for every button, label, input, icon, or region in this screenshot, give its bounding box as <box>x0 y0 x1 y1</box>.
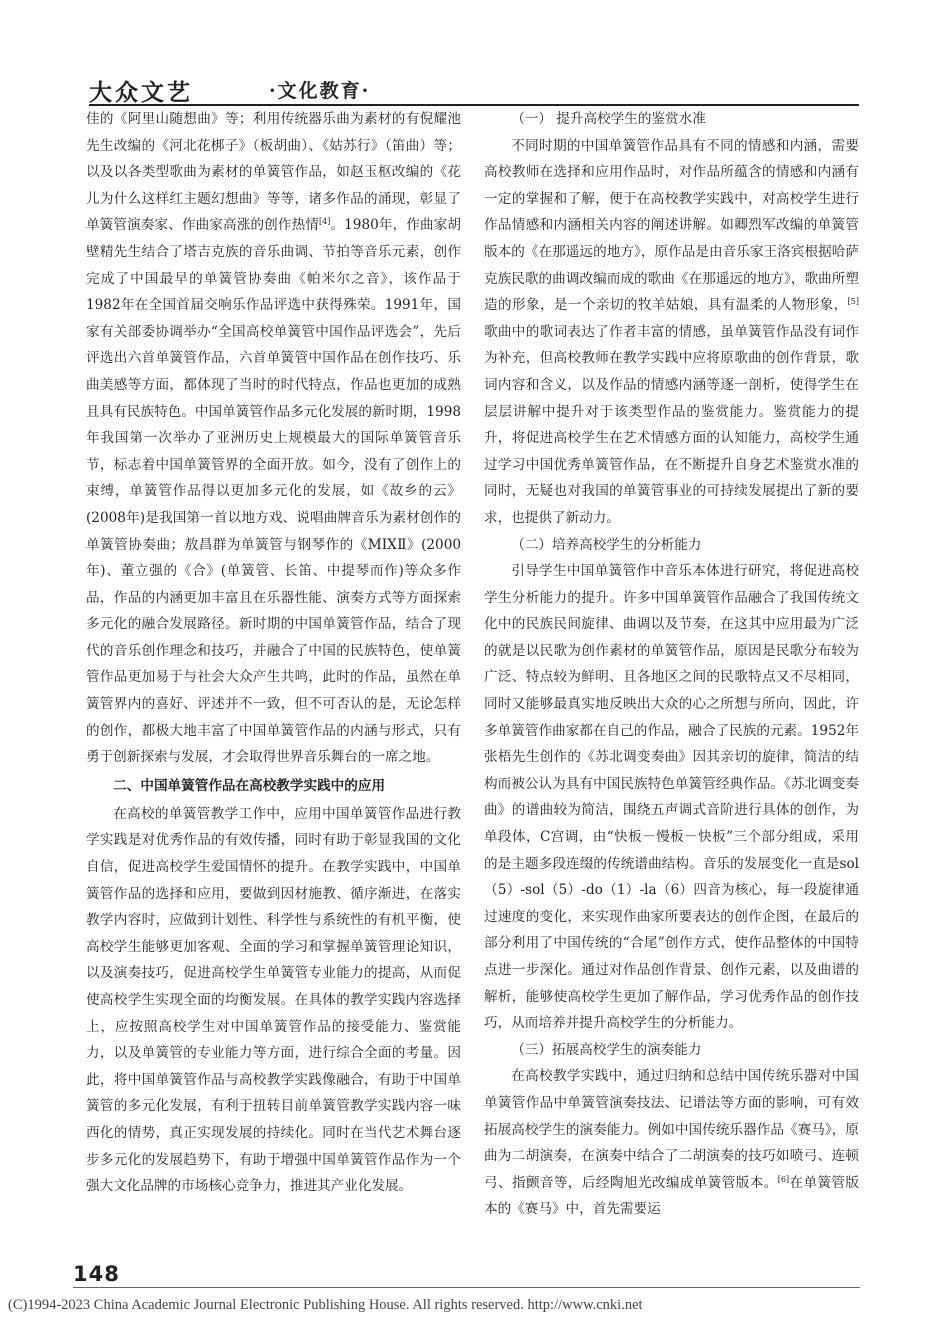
citation-ref: [6] <box>777 1174 790 1184</box>
footer-rule <box>73 1287 860 1288</box>
journal-title: 大众文艺 <box>89 79 193 106</box>
paragraph-text: 不同时期的中国单簧管作品具有不同的情感和内涵，需要高校教师在选择和应用作品时，对作品所蕴含的情感和内涵有一定的掌握和了解，便于在高校教学实践中，对高校学生进行作品情感和内涵相关内容的阐述讲解。如卿烈军改编的单簧管版本的《在那遥远的地方》，原作品是由音乐家王洛宾根据哈萨克族民歌的曲调改编而成的歌曲《在那遥远的地方》，歌曲所塑造的形象，是一个亲切的牧羊姑娘，具有温柔的人物形象， <box>484 137 859 314</box>
subsection-heading: （三）拓展高校学生的演奏能力 <box>511 1041 702 1058</box>
paragraph-text: 佳的《阿里山随想曲》等；利用传统器乐曲为素材的有倪耀池先生改编的《河北花梆子》（板胡曲）、《姑苏行》（笛曲）等；以及以各类型歌曲为素材的单簧管作品，如赵玉枢改编的《花儿为什么这样红主题幻想曲》等等，诸多作品的涌现，彰显了单簧管演奏家、作曲家高涨的创作热情 <box>86 111 461 234</box>
body-paragraph <box>484 133 859 532</box>
page-number: 148 <box>73 1262 120 1286</box>
body-paragraph: 引导学生中国单簧管作中音乐本体进行研究，将促进高校学生分析能力的提升。许多中国单簧管作品融合了我国传统文化中的民族民间旋律、曲调以及节奏，在这其中应用最为广泛的就是以民歌为创作素材的单簧管作品，原因是民歌分布较为广泛、特点较为鲜明、且各地区之间的民歌特点又不尽相同，同时又能够最真实地反映出大众的心之所想与所向，因此，许多单簧管作曲家都在自己的作品，融合了民族的元素。1952年张梧先生创作的《苏北调变奏曲》因其亲切的旋律，简洁的结构而被公认为具有中国民族特色单簧管经典作品。《苏北调变奏曲》的谱曲较为简洁，围绕五声调式音阶进行具体的创作，为单段体，C宫调，由“快板－慢板－快板”三个部分组成，采用的是主题多段连缀的传统谱曲结构。音乐的发展变化一直是sol（5）-sol（5）-do（1）-la（6）四音为核心，每一段旋律通过速度的变化，来实现作曲家所要表达的创作企图，在最后的部分利用了中国传统的“合尾”创作方式，使作品整体的中国特点进一步深化。通过对作品创作背景、创作元素，以及曲谱的解析，能够使高校学生更加了解作品，学习优秀作品的创作技巧，从而培养并提升高校学生的分析能力。 <box>484 563 859 1032</box>
right-column <box>484 106 859 1223</box>
body-paragraph <box>484 1063 859 1223</box>
running-header <box>89 72 859 106</box>
body-paragraph: 在高校的单簧管教学工作中，应用中国单簧管作品进行教学实践是对优秀作品的有效传播，同时有助于彰显我国的文化自信，促进高校学生爱国情怀的提升。在教学实践中，中国单簧管作品的选择和应用，要做到因材施教、循序渐进，在落实教学内容时，应做到计划性、科学性与系统性的有机平衡，使高校学生能够更加客观、全面的学习和掌握单簧管理论知识，以及演奏技巧，促进高校学生单簧管专业能力的提高，从而促使高校学生实现全面的均衡发展。在具体的教学实践内容选择上，应按照高校学生对中国单簧管作品的接受能力、鉴赏能力，以及单簧管的专业能力等方面，进行综合全面的考量。因此，将中国单簧管作品与高校教学实践像融合，有助于中国单簧管的多元化发展，有利于扭转目前单簧管教学实践内容一味西化的情势，真正实现发展的持续化。同时在当代艺术舞台逐步多元化的发展趋势下，有助于增强中国单簧管作品作为一个强大文化品牌的市场核心竞争力，推进其产业化发展。 <box>86 805 461 1195</box>
subsection-heading: （一） 提升高校学生的鉴赏水准 <box>511 111 706 127</box>
paragraph-text: 歌曲中的歌词表达了作者丰富的情感，虽单簧管作品没有词作为补充，但高校教师在教学实践中应将原歌曲的创作背景，歌词内容和含义，以及作品的情感内涵等逐一剖析，使得学生在层层讲解中提升对于该类型作品的鉴赏能力。鉴赏能力的提升，将促进高校学生在艺术情感方面的认知能力，高校学生通过学习中国优秀单簧管作品，在不断提升自身艺术鉴赏水准的同时，无疑也对我国的单簧管事业的可持续发展提出了新的要求，也提供了新动力。 <box>484 323 859 526</box>
left-column <box>86 106 461 1200</box>
paragraph-text: 在高校教学实践中，通过归纳和总结中国传统乐器对中国单簧管作品中单簧管演奏技法、记谱法等方面的影响，可有效拓展高校学生的演奏能力。例如中国传统乐器作品《赛马》，原曲为二胡演奏，在演奏中结合了二胡演奏的技巧如喷弓、连顿弓、指颤音等，后经陶旭光改编成单簧管版本。 <box>484 1068 859 1191</box>
citation-ref: [5] <box>847 297 859 307</box>
subsection-heading: （二）培养高校学生的分析能力 <box>511 536 702 553</box>
body-paragraph <box>86 106 461 771</box>
section-heading: 二、中国单簧管作品在高校教学实践中的应用 <box>113 777 386 794</box>
citation-ref: [4] <box>319 217 331 227</box>
paragraph-text: 。1980年，作曲家胡壁精先生结合了塔吉克族的音乐曲调、节拍等音乐元素，创作完成了中国最早的单簧管协奏曲《帕米尔之音》，该作品于1982年在全国首届交响乐作品评选中获得殊荣。1991年，国家有关部委协调举办“全国高校单簧管中国作品评选会”，先后评选出六首单簧管作品，六首单簧管中国作品在创作技巧、乐曲美感等方面，都体现了当时的时代特点，作品也更加的成熟且具有民族特色。中国单簧管作品多元化发展的新时期，1998年我国第一次举办了亚洲历史上规模最大的国际单簧管音乐节，标志着中国单簧管界的全面开放。如今，没有了创作上的束缚，单簧管作品得以更加多元化的发展，如《故乡的云》(2008年)是我国第一首以地方戏、说唱曲牌音乐为素材创作的单簧管协奏曲；敖昌群为单簧管与钢琴作的《MIXⅡ》(2000年)、董立强的《合》(单簧管、长笛、中提琴而作)等众多作品，作品的内涵更加丰富且在乐器性能、演奏方式等方面探索多元化的融合发展路径。新时期的中国单簧管作品，结合了现代的音乐创作理念和技巧，并融合了中国的民族特色，使单簧管作品更加易于与社会大众产生共鸣，此时的作品，虽然在单簧管界内的喜好、评述并不一致，但不可否认的是，无论怎样的创作，都极大地丰富了中国单簧管作品的内涵与形式，只有勇于创新探索与发展，才会取得世界音乐舞台的一席之地。 <box>86 217 461 766</box>
copyright-line: (C)1994-2023 China Academic Journal Electronic Publishing House. All rights reserved. http://www.cnki.net <box>8 1297 643 1313</box>
section-title: ·文化教育· <box>269 80 371 102</box>
paragraph-text: 在单簧管版本的《赛马》中，首先需要运 <box>484 1174 860 1218</box>
